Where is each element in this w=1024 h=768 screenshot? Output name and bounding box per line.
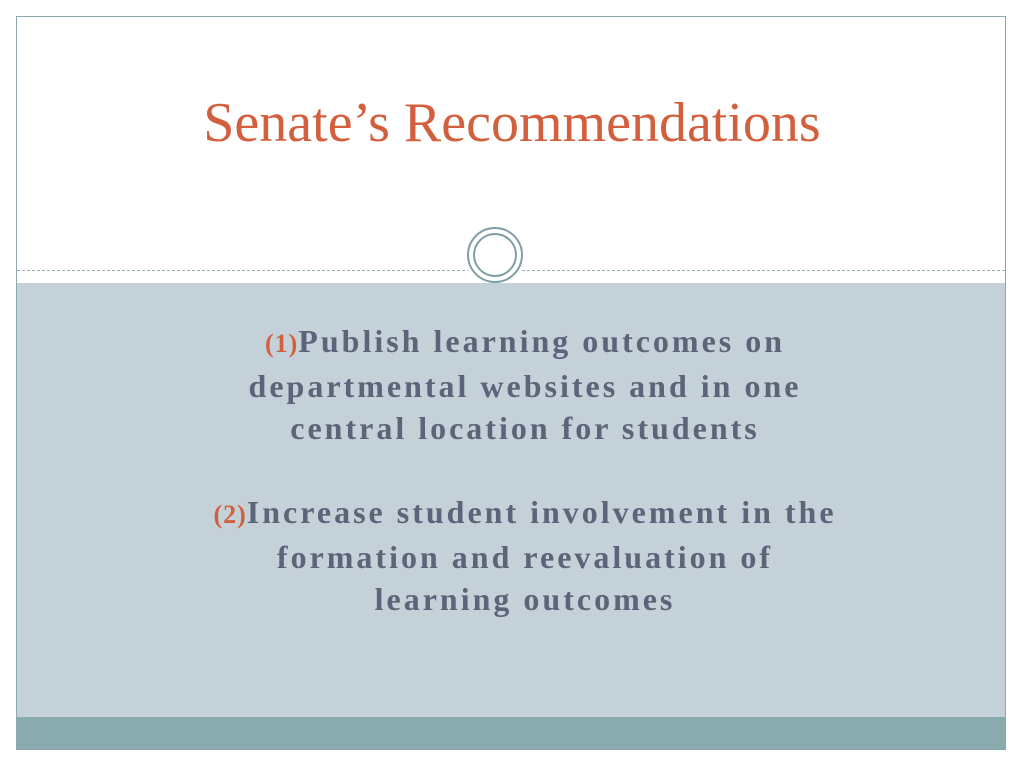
- item-text: Increase student involvement in the: [246, 494, 837, 530]
- recommendation-line: formation and reevaluation of: [276, 539, 774, 575]
- recommendation-line: [130, 320, 920, 365]
- recommendation-line: central location for students: [290, 410, 760, 446]
- recommendation-line: learning outcomes: [374, 581, 676, 617]
- recommendation-line: departmental websites and in one: [248, 368, 802, 404]
- inner-circle-icon: [473, 233, 517, 277]
- recommendation-item-2: [130, 491, 920, 620]
- item-number: (1): [264, 329, 299, 358]
- recommendation-list: [130, 320, 920, 662]
- footer-band: [17, 717, 1005, 750]
- item-number: (2): [213, 500, 247, 529]
- recommendation-item-1: [130, 320, 920, 449]
- recommendation-line: [130, 491, 920, 536]
- slide-title: Senate’s Recommendations: [203, 92, 821, 154]
- item-text: Publish learning outcomes on: [298, 323, 786, 359]
